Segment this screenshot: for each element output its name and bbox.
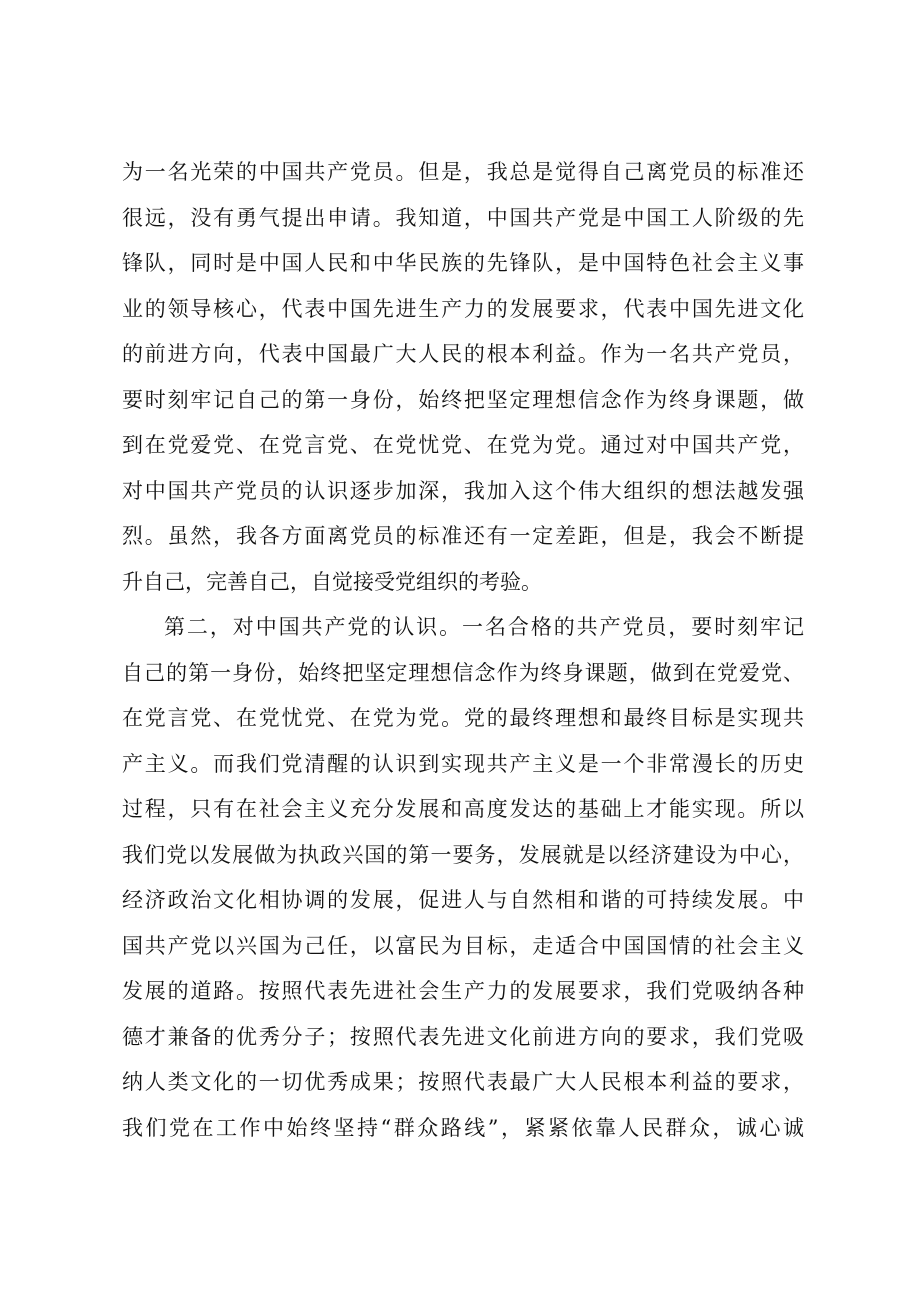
text-line: 过程，只有在社会主义充分发展和高度发达的基础上才能实现。所以 bbox=[122, 797, 804, 821]
document-body bbox=[122, 150, 804, 1151]
text-line: 的前进方向，代表中国最广大人民的根本利益。作为一名共产党员， bbox=[122, 342, 804, 366]
text-line: 经济政治文化相协调的发展，促进人与自然相和谐的可持续发展。中 bbox=[122, 888, 804, 912]
paragraph-2 bbox=[122, 605, 804, 1151]
text-line: 我们党以发展做为执政兴国的第一要务，发展就是以经济建设为中心， bbox=[122, 842, 804, 867]
text-line: 业的领导核心，代表中国先进生产力的发展要求，代表中国先进文化 bbox=[122, 296, 804, 321]
text-line: 很远，没有勇气提出申请。我知道，中国共产党是中国工人阶级的先 bbox=[122, 205, 804, 230]
paragraph-1 bbox=[122, 150, 804, 605]
text-line: 德才兼备的优秀分子；按照代表先进文化前进方向的要求，我们党吸 bbox=[122, 1024, 804, 1049]
text-line: 我们党在工作中始终坚持“群众路线”，紧紧依靠人民群众，诚心诚 bbox=[122, 1115, 804, 1140]
text-line: 发展的道路。按照代表先进社会生产力的发展要求，我们党吸纳各种 bbox=[122, 979, 804, 1003]
text-line: 为一名光荣的中国共产党员。但是，我总是觉得自己离党员的标准还 bbox=[122, 160, 804, 184]
text-line: 产主义。而我们党清醒的认识到实现共产主义是一个非常漫长的历史 bbox=[122, 751, 804, 776]
text-line: 对中国共产党员的认识逐步加深，我加入这个伟大组织的想法越发强 bbox=[122, 478, 804, 503]
text-line: 烈。虽然，我各方面离党员的标准还有一定差距，但是，我会不断提 bbox=[122, 524, 804, 548]
text-line: 自己的第一身份，始终把坚定理想信念作为终身课题，做到在党爱党、 bbox=[122, 660, 804, 685]
text-line: 在党言党、在党忧党、在党为党。党的最终理想和最终目标是实现共 bbox=[122, 706, 804, 730]
text-line: 第二，对中国共产党的认识。一名合格的共产党员，要时刻牢记 bbox=[164, 615, 804, 639]
text-line: 纳人类文化的一切优秀成果；按照代表最广大人民根本利益的要求， bbox=[122, 1070, 804, 1094]
text-line: 到在党爱党、在党言党、在党忧党、在党为党。通过对中国共产党， bbox=[122, 433, 804, 457]
text-line: 锋队，同时是中国人民和中华民族的先锋队，是中国特色社会主义事 bbox=[122, 251, 804, 275]
text-line: 国共产党以兴国为己任，以富民为目标，走适合中国国情的社会主义 bbox=[122, 933, 804, 958]
text-line: 要时刻牢记自己的第一身份，始终把坚定理想信念作为终身课题，做 bbox=[122, 387, 804, 412]
text-line: 升自己，完善自己，自觉接受党组织的考验。 bbox=[122, 569, 542, 594]
